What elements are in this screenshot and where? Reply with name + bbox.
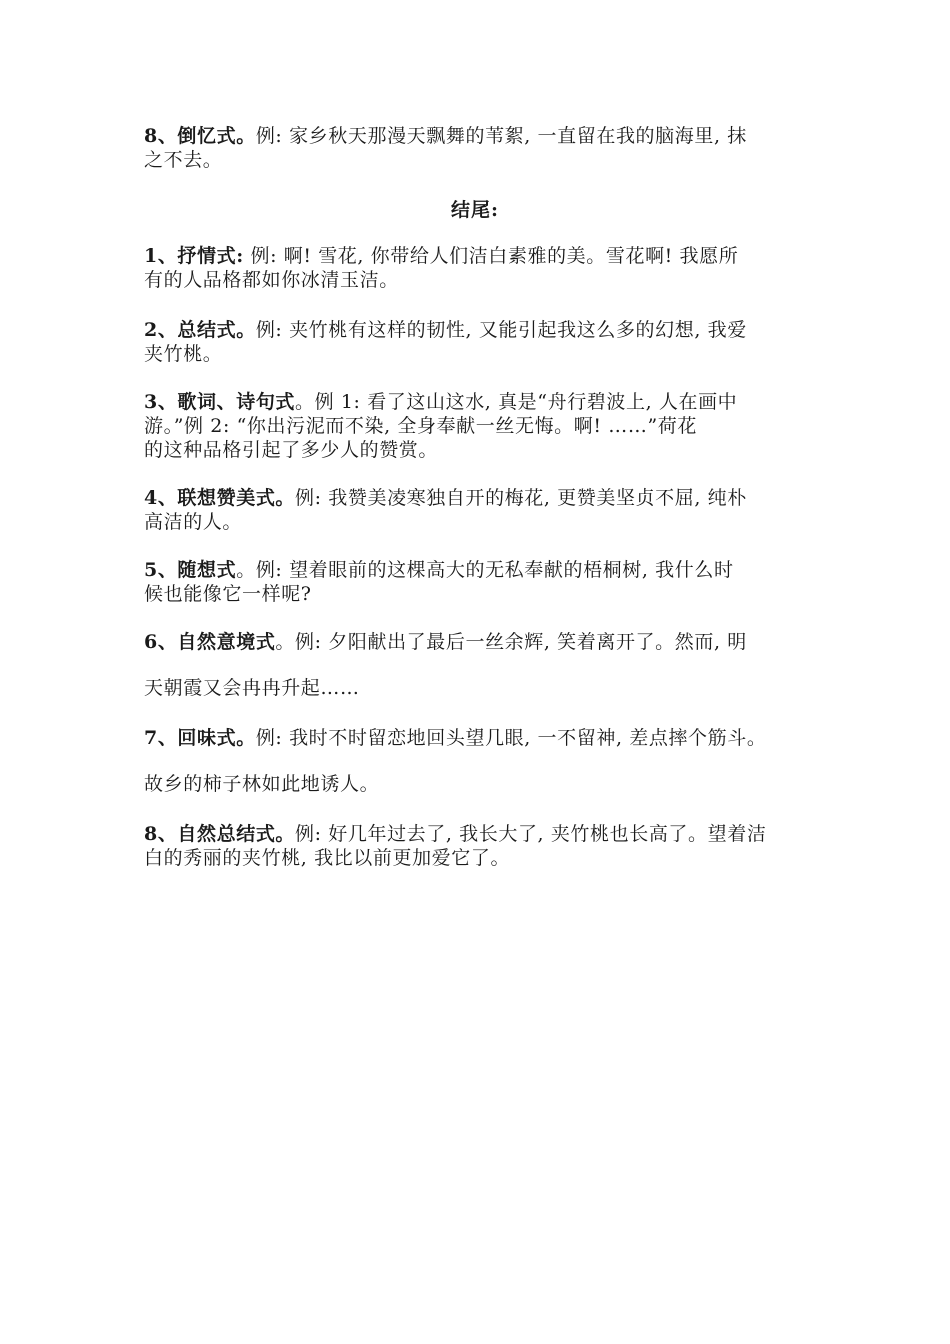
item-lead: 6、自然意境式 [144,631,276,653]
ending-item-5 [144,558,824,606]
paragraph-line: 游。”例 2: “你出污泥而不染, 全身奉献一丝无悔。啊! ……”荷花 [144,415,697,437]
paragraph-line [144,124,824,148]
paragraph-line [144,486,824,510]
paragraph-line: 高洁的人。 [144,511,243,533]
item-lead: 4、联想赞美式。 [144,487,296,509]
section-heading: 结尾: [450,199,499,221]
paragraph-line [144,822,824,846]
ending-item-1 [144,244,824,292]
ending-item-6 [144,630,824,700]
paragraph-line: 有的人品格都如你冰清玉洁。 [144,269,399,291]
item-lead: 8、自然总结式。 [144,823,296,845]
intro-item-paragraph [144,124,824,172]
paragraph-line: 故乡的柿子林如此地诱人。 [144,773,380,795]
paragraph-line: 之不去。 [144,149,223,171]
ending-item-2 [144,318,824,366]
paragraph-line [144,318,824,342]
item-text: 例: 我赞美凌寒独自开的梅花, 更赞美坚贞不屈, 纯朴 [295,487,747,509]
paragraph-line: 夹竹桃。 [144,343,223,365]
item-text: 例: 好几年过去了, 我长大了, 夹竹桃也长高了。望着洁 [295,823,767,845]
item-text: 例: 家乡秋天那漫天飘舞的苇絮, 一直留在我的脑海里, 抹 [255,125,747,147]
paragraph-line: 天朝霞又会冉冉升起…… [144,677,360,699]
item-text: 例: 夹竹桃有这样的韧性, 又能引起我这么多的幻想, 我爱 [255,319,747,341]
paragraph-line [144,630,824,654]
item-lead: 5、随想式 [144,559,237,581]
item-text: 。例 1: 看了这山这水, 真是“舟行碧波上, 人在画中 [295,391,738,413]
item-text: 。例: 望着眼前的这棵高大的无私奉献的梧桐树, 我什么时 [236,559,734,581]
item-text: 例: 啊! 雪花, 你带给人们洁白素雅的美。雪花啊! 我愿所 [243,245,739,267]
item-text: 例: 我时不时留恋地回头望几眼, 一不留神, 差点摔个筋斗。 [255,727,767,749]
paragraph-line: 候也能像它一样呢? [144,583,312,605]
paragraph-line: 的这种品格引起了多少人的赞赏。 [144,439,439,461]
ending-item-7 [144,726,824,796]
item-lead: 3、歌词、诗句式 [144,391,296,413]
paragraph-line [144,390,824,414]
ending-item-4 [144,486,824,534]
item-lead: 2、总结式。 [144,319,256,341]
paragraph-line: 白的秀丽的夹竹桃, 我比以前更加爱它了。 [144,847,511,869]
item-lead: 1、抒情式: [144,245,244,267]
paragraph-line [144,244,824,268]
ending-item-3 [144,390,824,462]
item-text: 。例: 夕阳献出了最后一丝余辉, 笑着离开了。然而, 明 [275,631,747,653]
ending-item-8 [144,822,824,870]
paragraph-line [144,726,824,750]
paragraph-line [144,558,824,582]
item-lead: 7、回味式。 [144,727,256,749]
item-lead: 8、倒忆式。 [144,125,256,147]
